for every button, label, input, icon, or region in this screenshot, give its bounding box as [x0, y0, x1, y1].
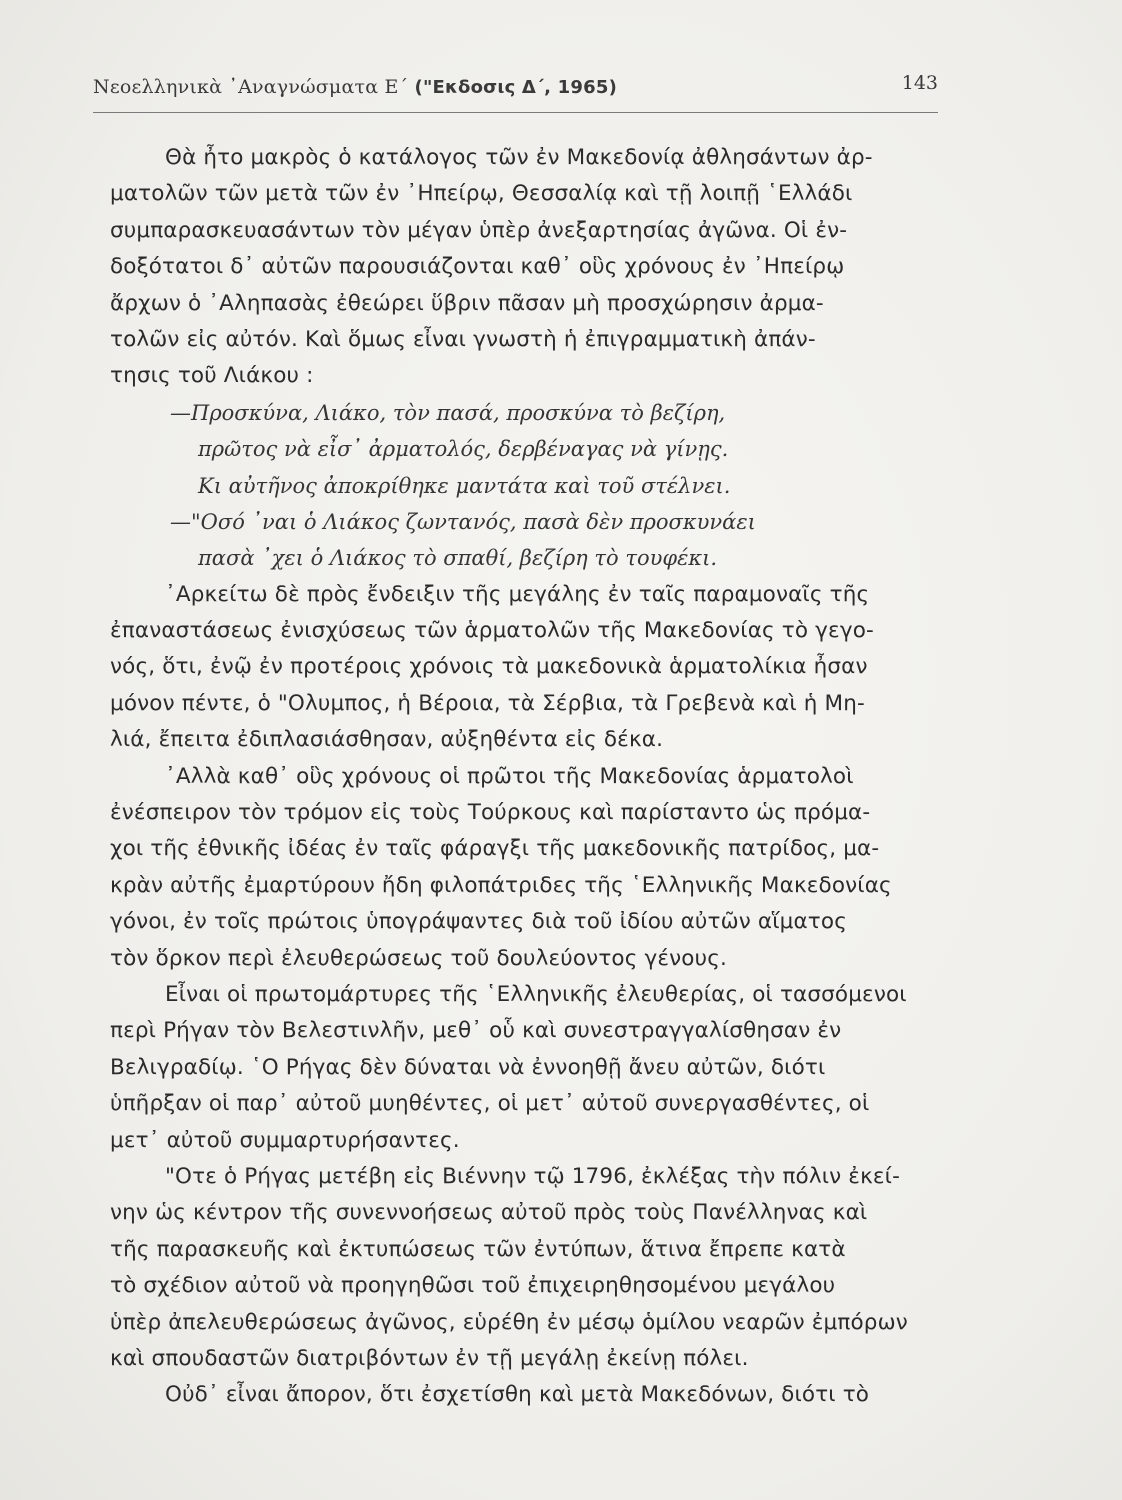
text-line: τὸ σχέδιον αὐτοῦ νὰ προηγηθῶσι τοῦ ἐπιχειρηθησομένου μεγάλου: [110, 1273, 836, 1299]
text-line: ματολῶν τῶν μετὰ τῶν ἐν ᾿Ηπείρῳ, Θεσσαλίᾳ καὶ τῇ λοιπῇ ῾Ελλάδι: [110, 181, 853, 207]
text-line: "Οτε ὁ Ρήγας μετέβη εἰς Βιέννην τῷ 1796, ἐκλέξας τὴν πόλιν ἐκεί-: [165, 1163, 900, 1189]
text-line: γόνοι, ἐν τοῖς πρώτοις ὑπογράψαντες διὰ τοῦ ἰδίου αὐτῶν αἵματος: [110, 909, 847, 935]
text-line: ἄρχων ὁ ᾿Αληπασὰς ἐθεώρει ὕβριν πᾶσαν μὴ προσχώρησιν ἀρμα-: [110, 290, 824, 316]
text-line: μόνον πέντε, ὁ "Ολυμπος, ἡ Βέροια, τὰ Σέρβια, τὰ Γρεβενὰ καὶ ἡ Μη-: [110, 690, 865, 716]
text-line: Εἶναι οἱ πρωτομάρτυρες τῆς ῾Ελληνικῆς ἐλευθερίας, οἱ τασσόμενοι: [165, 981, 907, 1007]
text-line: τῆς παρασκευῆς καὶ ἐκτυπώσεως τῶν ἐντύπων, ἅτινα ἔπρεπε κατὰ: [110, 1236, 846, 1262]
text-line: Θὰ ἦτο μακρὸς ὁ κατάλογος τῶν ἐν Μακεδονίᾳ ἀθλησάντων ἀρ-: [165, 145, 873, 170]
verse-line: Κι αὐτῆνος ἀποκρίθηκε μαντάτα καὶ τοῦ στέλνει.: [198, 473, 731, 498]
text-line: κρὰν αὐτῆς ἐμαρτύρουν ἤδη φιλοπάτριδες τῆς ῾Ελληνικῆς Μακεδονίας: [110, 872, 892, 898]
text-line: Οὐδ᾿ εἶναι ἄπορον, ὅτι ἐσχετίσθη καὶ μετὰ Μακεδόνων, διότι τὸ: [165, 1382, 870, 1408]
verse-line: —"Οσό ᾿ναι ὁ Λιάκος ζωντανός, πασὰ δὲν προσκυνάει: [170, 509, 756, 534]
text-line: ἐνέσπειρον τὸν τρόμον εἰς τοὺς Τούρκους καὶ παρίσταντο ὡς πρόμα-: [110, 800, 871, 826]
text-line: νός, ὅτι, ἐνῷ ἐν προτέροις χρόνοις τὰ μακεδονικὰ ἁρματολίκια ἦσαν: [110, 654, 868, 680]
text-line: ᾿Αρκείτω δὲ πρὸς ἔνδειξιν τῆς μεγάλης ἐν ταῖς παραμοναῖς τῆς: [165, 581, 870, 607]
verse-line: πρῶτος νὰ εἶσ᾿ ἀρματολός, δερβέναγας νὰ γίνῃς.: [198, 437, 729, 462]
text-line: συμπαρασκευασάντων τὸν μέγαν ὑπὲρ ἀνεξαρτησίας ἀγῶνα. Οἱ ἐν-: [110, 217, 848, 243]
edition-note: ("Εκδοσις Δ΄, 1965): [414, 77, 618, 98]
text-line: τολῶν εἰς αὐτόν. Καὶ ὅμως εἶναι γνωστὴ ἡ ἐπιγραμματικὴ ἀπάν-: [110, 326, 816, 352]
book-title: Νεοελληνικὰ ᾿Αναγνώσματα Ε΄: [93, 76, 409, 98]
text-line: περὶ Ρήγαν τὸν Βελεστινλῆν, μεθ᾿ οὗ καὶ συνεστραγγαλίσθησαν ἐν: [110, 1018, 842, 1044]
page-number: 143: [901, 72, 938, 94]
header-title-block: [93, 76, 617, 98]
text-line: τησις τοῦ Λιάκου :: [110, 363, 314, 389]
text-line: Βελιγραδίῳ. ῾Ο Ρήγας δὲν δύναται νὰ ἐννοηθῇ ἄνευ αὐτῶν, διότι: [110, 1054, 826, 1080]
text-line: δοξότατοι δ᾿ αὐτῶν παρουσιάζονται καθ᾿ οὓς χρόνους ἐν ᾿Ηπείρῳ: [110, 254, 845, 280]
text-line: μετ᾿ αὐτοῦ συμμαρτυρήσαντες.: [110, 1127, 460, 1153]
text-line: ὑπῆρξαν οἱ παρ᾿ αὐτοῦ μυηθέντες, οἱ μετ᾿ αὐτοῦ συνεργασθέντες, οἱ: [110, 1091, 870, 1117]
verse-line: —Προσκύνα, Λιάκο, τὸν πασά, προσκύνα τὸ βεζίρη,: [170, 400, 726, 425]
text-line: νην ὡς κέντρον τῆς συνεννοήσεως αὐτοῦ πρὸς τοὺς Πανέλληνας καὶ: [110, 1200, 868, 1226]
text-line: καὶ σπουδαστῶν διατριβόντων ἐν τῇ μεγάλῃ ἐκείνῃ πόλει.: [110, 1345, 749, 1371]
body-text: [110, 140, 970, 1414]
running-header: [93, 68, 938, 113]
text-line: τὸν ὅρκον περὶ ἐλευθερώσεως τοῦ δουλεύοντος γένους.: [110, 945, 727, 971]
text-line: χοι τῆς ἐθνικῆς ἰδέας ἐν ταῖς φάραγξι τῆς μακεδονικῆς πατρίδος, μα-: [110, 836, 880, 862]
text-line: λιά, ἔπειτα ἐδιπλασιάσθησαν, αὐξηθέντα εἰς δέκα.: [110, 727, 664, 753]
text-line: ᾿Αλλὰ καθ᾿ οὓς χρόνους οἱ πρῶτοι τῆς Μακεδονίας ἁρματολοὶ: [165, 763, 854, 789]
verse-line: πασὰ ᾿χει ὁ Λιάκος τὸ σπαθί, βεζίρη τὸ τουφέκι.: [198, 546, 718, 571]
text-line: ὑπὲρ ἀπελευθερώσεως ἀγῶνος, εὑρέθη ἐν μέσῳ ὁμίλου νεαρῶν ἐμπόρων: [110, 1309, 908, 1335]
text-line: ἐπαναστάσεως ἐνισχύσεως τῶν ἁρματολῶν τῆς Μακεδονίας τὸ γεγο-: [110, 618, 874, 644]
